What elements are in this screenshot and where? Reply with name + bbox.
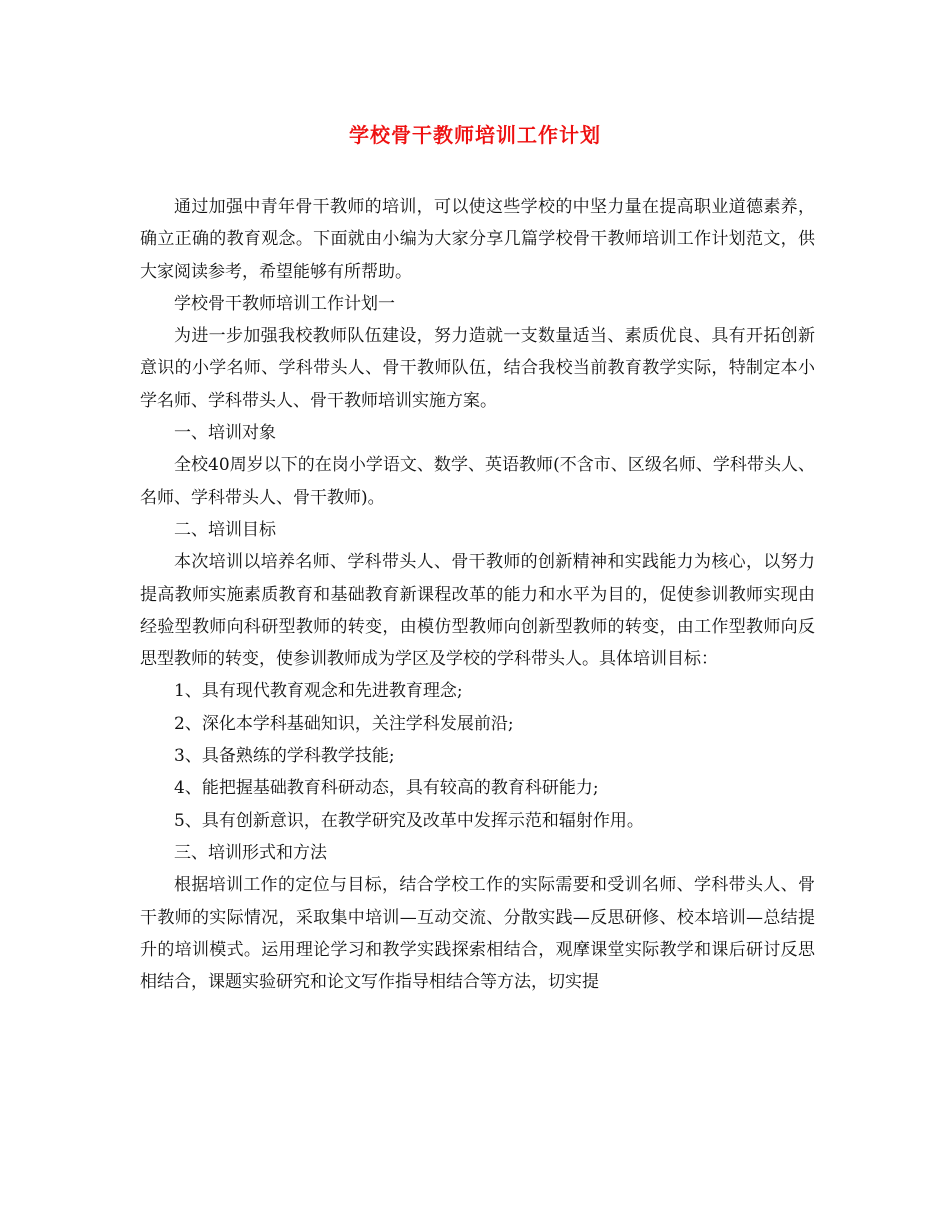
goal-list-item: 1、具有现代教育观念和先进教育理念;: [174, 681, 463, 702]
goal-list-item: 5、具有创新意识，在教学研究及改革中发挥示范和辐射作用。: [174, 810, 644, 831]
training-methods-paragraph: 根据培训工作的定位与目标，结合学校工作的实际需要和受训名师、学科带头人、骨干教师的实际情况，采取集中培训—互动交流、分散实践—反思研修、校本培训—总结提升的培训模式。运用理论学习和教学实践探索相结合，观摩课堂实际教学和课后研讨反思相结合，课题实验研究和论文写作指导相结合等方法，切实提: [140, 875, 815, 993]
section-heading-plan-one: 学校骨干教师培训工作计划一: [174, 293, 395, 314]
intro-paragraph: 通过加强中青年骨干教师的培训，可以使这些学校的中坚力量在提高职业道德素养，确立正确的教育观念。下面就由小编为大家分享几篇学校骨干教师培训工作计划范文，供大家阅读参考，希望能够有所帮助。: [140, 197, 815, 282]
goal-list-item: 4、能把握基础教育科研动态，具有较高的教育科研能力;: [174, 778, 599, 799]
section-heading-training-methods: 三、培训形式和方法: [174, 842, 327, 863]
section-heading-training-targets: 一、培训对象: [174, 423, 276, 444]
plan-intro-paragraph: 为进一步加强我校教师队伍建设，努力造就一支数量适当、素质优良、具有开拓创新意识的小学名师、学科带头人、骨干教师队伍，结合我校当前教育教学实际，特制定本小学名师、学科带头人、骨干教师培训实施方案。: [140, 326, 815, 411]
section-heading-training-goals: 二、培训目标: [174, 519, 276, 540]
training-targets-paragraph: 全校40周岁以下的在岗小学语文、数学、英语教师(不含市、区级名师、学科带头人、名师、学科带头人、骨干教师)。: [140, 455, 815, 508]
document-title: 学校骨干教师培训工作计划: [349, 123, 601, 147]
document-body: [140, 191, 815, 998]
goal-list-item: 2、深化本学科基础知识，关注学科发展前沿;: [174, 713, 514, 734]
training-goals-paragraph: 本次培训以培养名师、学科带头人、骨干教师的创新精神和实践能力为核心，以努力提高教师实施素质教育和基础教育新课程改革的能力和水平为目的，促使参训教师实现由经验型教师向科研型教师的转变，由模仿型教师向创新型教师的转变，由工作型教师向反思型教师的转变，使参训教师成为学区及学校的学科带头人。具体培训目标：: [140, 552, 815, 670]
goal-list-item: 3、具备熟练的学科教学技能;: [174, 746, 395, 767]
